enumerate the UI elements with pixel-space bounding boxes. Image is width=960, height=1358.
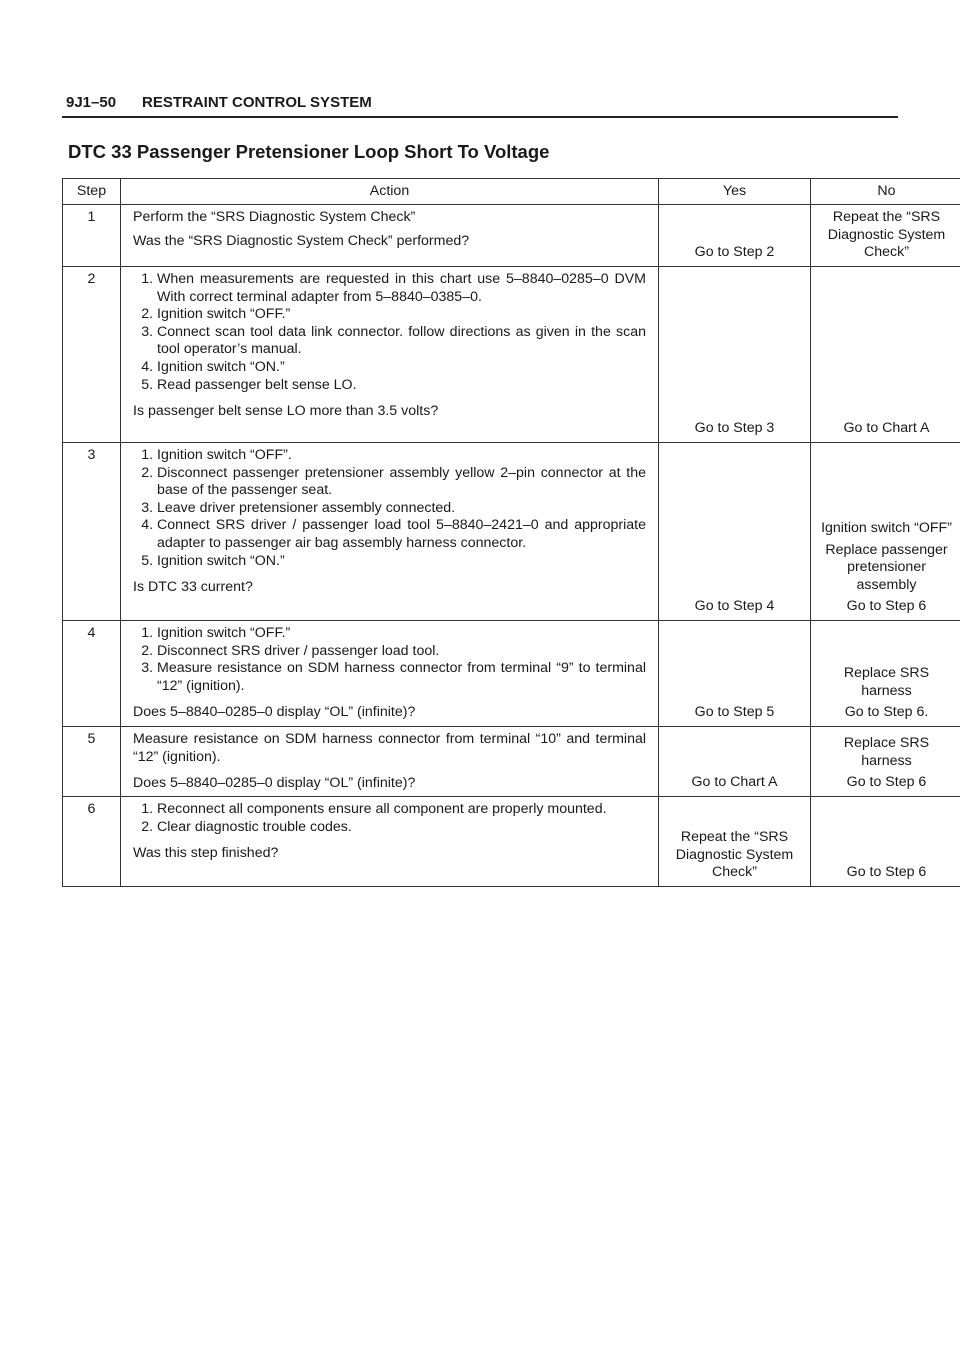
- action-question: Was the “SRS Diagnostic System Check” performed?: [133, 232, 470, 249]
- action-cell: [121, 205, 659, 267]
- action-item: 2. Disconnect SRS driver / passenger load tool.: [157, 643, 646, 661]
- action-question: Does 5–8840–0285–0 display “OL” (infinite)?: [133, 704, 416, 721]
- table-row: [63, 267, 960, 443]
- column-header-yes: Yes: [659, 179, 811, 205]
- no-text: Replace SRS harness: [843, 735, 930, 769]
- no-text: Replace passenger pretensioner assembly: [825, 541, 948, 593]
- step-number: 1: [63, 205, 121, 267]
- column-header-no: No: [811, 179, 960, 205]
- action-cell: [121, 267, 659, 443]
- no-cell: [811, 727, 960, 797]
- table-row: [63, 443, 960, 621]
- action-question: Is DTC 33 current?: [133, 579, 253, 596]
- action-item: 5. Read passenger belt sense LO.: [157, 377, 646, 395]
- action-cell: [121, 797, 659, 887]
- action-question: Is passenger belt sense LO more than 3.5 volts?: [133, 403, 439, 420]
- action-steps: [133, 801, 646, 836]
- action-steps: [133, 625, 646, 695]
- step-number: 5: [63, 727, 121, 797]
- no-text: Go to Step 6: [846, 774, 927, 791]
- action-item: 4. Ignition switch “ON.”: [157, 359, 646, 377]
- no-text: Replace SRS harness: [843, 665, 930, 699]
- no-cell: [811, 621, 960, 727]
- no-cell: [811, 443, 960, 621]
- section-title: RESTRAINT CONTROL SYSTEM: [142, 94, 372, 111]
- step-number: 4: [63, 621, 121, 727]
- no-cell: [811, 267, 960, 443]
- action-cell: [121, 443, 659, 621]
- action-item: 2. Ignition switch “OFF.”: [157, 306, 646, 324]
- table-row: [63, 205, 960, 267]
- action-item: 4. Connect SRS driver / passenger load tool 5–8840–2421–0 and appropriate adapter to passenger air bag assembly harness connector.: [157, 517, 646, 552]
- action-item: 1. Ignition switch “OFF.”: [157, 625, 646, 643]
- no-text: Go to Step 6: [846, 864, 927, 881]
- step-number: 2: [63, 267, 121, 443]
- action-cell: [121, 727, 659, 797]
- no-text: Go to Step 6: [846, 598, 927, 615]
- yes-cell: Go to Step 5: [659, 621, 811, 727]
- action-question: Was this step finished?: [133, 845, 279, 862]
- no-text: Go to Chart A: [843, 420, 930, 437]
- action-item: 2. Clear diagnostic trouble codes.: [157, 819, 646, 837]
- no-text: Ignition switch “OFF”: [821, 520, 952, 537]
- column-header-action: Action: [121, 179, 659, 205]
- column-header-step: Step: [63, 179, 121, 205]
- table-row: [63, 621, 960, 727]
- action-item: 1. Ignition switch “OFF”.: [157, 447, 646, 465]
- action-item: 3. Leave driver pretensioner assembly connected.: [157, 500, 646, 518]
- action-item: 3. Connect scan tool data link connector. follow directions as given in the scan tool operator’s manual.: [157, 324, 646, 359]
- no-text: Go to Step 6.: [844, 704, 929, 721]
- diagnostic-table: [62, 178, 960, 887]
- no-cell: [811, 205, 960, 267]
- action-item: 1. Reconnect all components ensure all component are properly mounted.: [157, 801, 646, 819]
- yes-cell: Go to Chart A: [659, 727, 811, 797]
- action-item: 5. Ignition switch “ON.”: [157, 553, 646, 571]
- yes-cell: Go to Step 3: [659, 267, 811, 443]
- table-header-row: [63, 179, 960, 205]
- page-header: [62, 92, 898, 118]
- step-number: 3: [63, 443, 121, 621]
- action-question: Does 5–8840–0285–0 display “OL” (infinite)?: [133, 775, 416, 792]
- action-steps: [133, 271, 646, 394]
- page-title: DTC 33 Passenger Pretensioner Loop Short To Voltage: [68, 141, 550, 162]
- action-intro: Measure resistance on SDM harness connector from terminal “10” and terminal “12” (ignition).: [133, 731, 646, 765]
- no-cell: [811, 797, 960, 887]
- action-item: 2. Disconnect passenger pretensioner assembly yellow 2–pin connector at the base of the passenger seat.: [157, 465, 646, 500]
- action-cell: [121, 621, 659, 727]
- yes-cell: Go to Step 4: [659, 443, 811, 621]
- table-row: [63, 797, 960, 887]
- action-item: 1. When measurements are requested in this chart use 5–8840–0285–0 DVM With correct terminal adapter from 5–8840–0385–0.: [157, 271, 646, 306]
- action-intro: Perform the “SRS Diagnostic System Check”: [133, 209, 416, 225]
- yes-cell: Go to Step 2: [659, 205, 811, 267]
- no-text: Repeat the “SRS Diagnostic System Check”: [827, 209, 946, 261]
- action-item: 3. Measure resistance on SDM harness connector from terminal “9” to terminal “12” (ignition).: [157, 660, 646, 695]
- section-number: 9J1–50: [66, 94, 117, 111]
- action-steps: [133, 447, 646, 570]
- table-row: [63, 727, 960, 797]
- step-number: 6: [63, 797, 121, 887]
- yes-cell: Repeat the “SRS Diagnostic System Check”: [659, 797, 811, 887]
